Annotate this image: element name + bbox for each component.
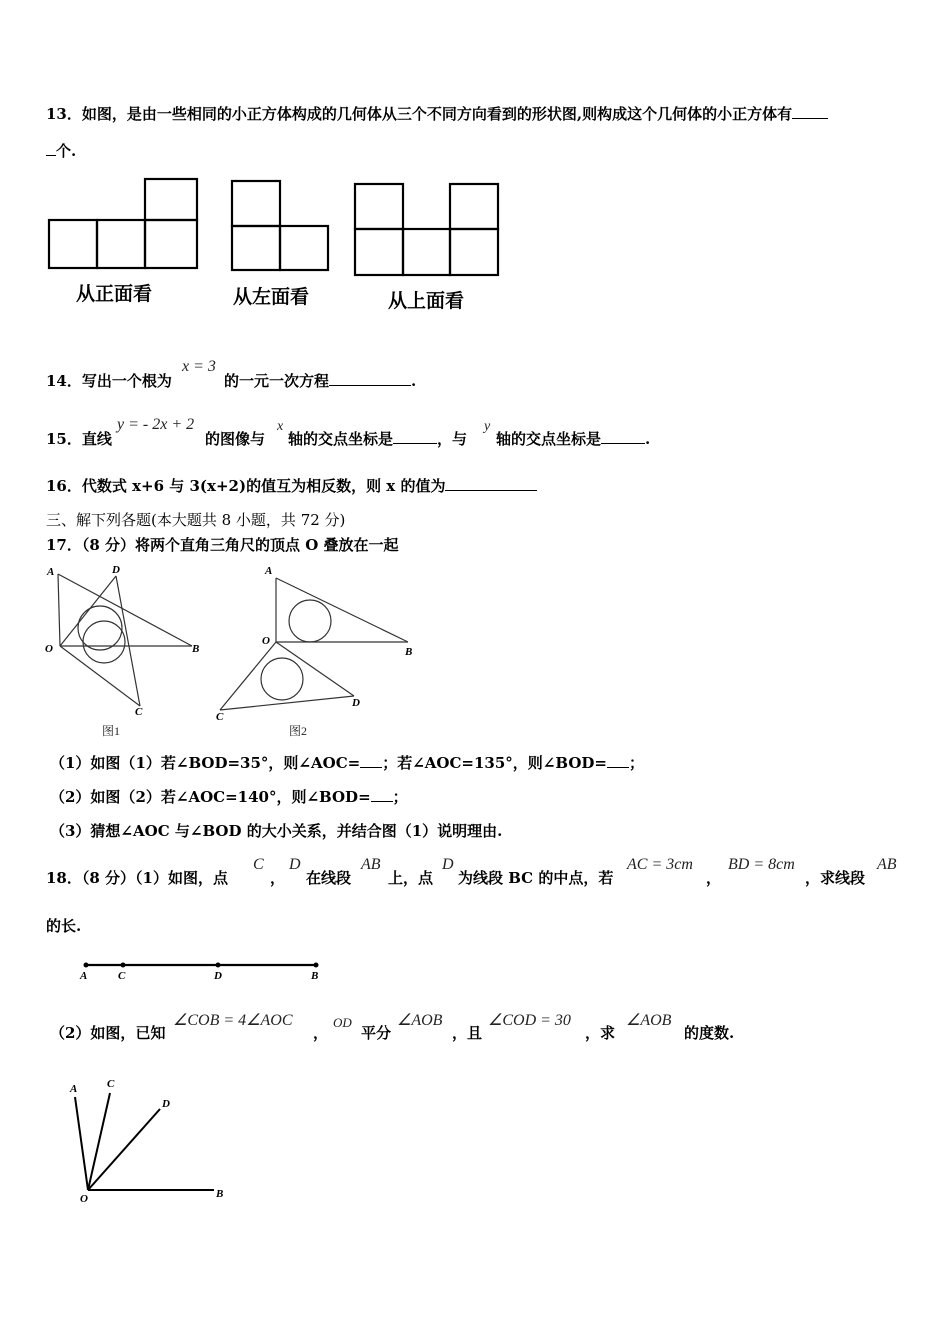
fig1-label-o: O [45,643,53,655]
fig1-label-b: B [192,643,200,655]
fig1-label-d: D [112,564,120,576]
q18-m-aob: ∠AOB [397,1012,443,1029]
angle-label-b: B [216,1188,224,1200]
q18-p1-d: 为线段 BC 的中点，若 [458,869,614,887]
q14-suffix: 的一元一次方程 . [224,372,417,390]
fig2-label-o: O [262,635,270,647]
fig1-label-a: A [47,566,55,578]
q18-p1-b: 在线段 [306,869,352,887]
front-view-caption: 从正面看 [76,283,153,305]
top-view-caption: 从上面看 [388,290,465,312]
q18-sep2: ， [706,869,722,887]
q18-p1-e: ，求线段 [805,869,866,887]
q18-p2-c: ，且 [452,1024,483,1042]
q14-math: x = 3 [182,358,216,375]
segment-label-c: C [118,970,126,982]
top-view-figure [354,183,500,277]
q15-part3: 轴的交点坐标是 ，与 [288,430,468,448]
q17-blank-1[interactable] [360,753,382,768]
q15-blank-2[interactable] [601,429,645,444]
q18-m-ab2: AB [877,856,897,873]
q17-blank-2[interactable] [607,753,629,768]
q18-m-c: C [253,856,264,873]
q15-blank-1[interactable] [393,429,437,444]
q17-part1: （1）如图（1）若∠BOD=35°，则∠AOC= ；若∠AOC=135°，则∠BOD= ； [50,754,644,772]
fig2-label-d: D [352,697,360,709]
q17-part3: （3）猜想∠AOC 与∠BOD 的大小关系，并结合图（1）说明理由. [50,822,503,840]
q18-p2-e: 的度数. [684,1024,735,1042]
q17-part2: （2）如图（2）若∠AOC=140°，则∠BOD= ； [50,788,408,806]
q16-text: 16．代数式 x+6 与 3(x+2)的值互为相反数，则 x 的值为 [46,476,537,496]
q15-line-eq: y = - 2x + 2 [117,416,195,433]
q18-m-cob: ∠COB = 4∠AOC [173,1012,293,1029]
q18-m-d2: D [442,856,454,873]
q18-m-aob2: ∠AOB [626,1012,672,1029]
angle-label-c: C [107,1078,115,1090]
q18-m-od: OD [333,1015,352,1030]
q18-p1-c: 上，点 [388,869,434,887]
fig1-label-c: C [135,706,143,718]
left-view-caption: 从左面看 [233,286,310,308]
q13-blank[interactable] [792,104,828,119]
q18-m-d: D [289,856,301,873]
q13-tail: 个. [46,141,76,161]
fig2-label-a: A [265,565,273,577]
q15-part5: 轴的交点坐标是 . [496,430,651,448]
q18-p2-d: ，求 [585,1024,616,1042]
q18-m-ab: AB [361,856,381,873]
q13-text: 13．如图，是由一些相同的小正方体构成的几何体从三个不同方向看到的形状图,则构成这个几何体的小正方体有 [46,104,828,124]
q16-blank[interactable] [445,476,537,491]
q18-m-bd: BD = 8cm [728,856,795,873]
segment-label-b: B [311,970,319,982]
q15-part2: 的图像与 [205,430,266,448]
fig2-label-c: C [216,711,224,723]
angle-label-d: D [162,1098,170,1110]
q18-p1-a: 18．（8 分）（1）如图，点 [46,869,228,887]
q17-figure-2 [214,562,414,722]
q17-stem: 17．（8 分）将两个直角三角尺的顶点 O 叠放在一起 [46,536,399,554]
q18-m-cod: ∠COD = 30 [488,1012,571,1029]
q15-prefix: 15．直线 [46,430,112,448]
angle-label-a: A [70,1083,78,1095]
q18-p2-b: 平分 [361,1024,392,1042]
q15-x: x [277,419,284,434]
segment-label-a: A [80,970,88,982]
front-view-figure [48,178,200,270]
q18-m-ac: AC = 3cm [627,856,693,873]
q18-angle-figure [70,1080,230,1200]
q18-p2-a: （2）如图，已知 [50,1024,166,1042]
fig1-caption: 图1 [102,724,121,738]
angle-label-o: O [80,1193,88,1205]
q17-figure-1 [44,562,214,722]
q18-sep3: ， [313,1024,329,1042]
q15-y: y [484,419,491,434]
q17-blank-3[interactable] [371,787,393,802]
q18-sep1: ， [270,869,286,887]
segment-label-d: D [214,970,222,982]
left-view-figure [231,180,331,272]
section3-title: 三、解下列各题(本大题共 8 小题，共 72 分) [46,511,346,529]
q14-blank[interactable] [329,371,411,386]
fig2-caption: 图2 [289,724,308,738]
q13-blank-cont [46,141,56,156]
q18-p1-f: 的长. [46,917,82,935]
q14-prefix: 14．写出一个根为 [46,372,172,390]
fig2-label-b: B [405,646,413,658]
